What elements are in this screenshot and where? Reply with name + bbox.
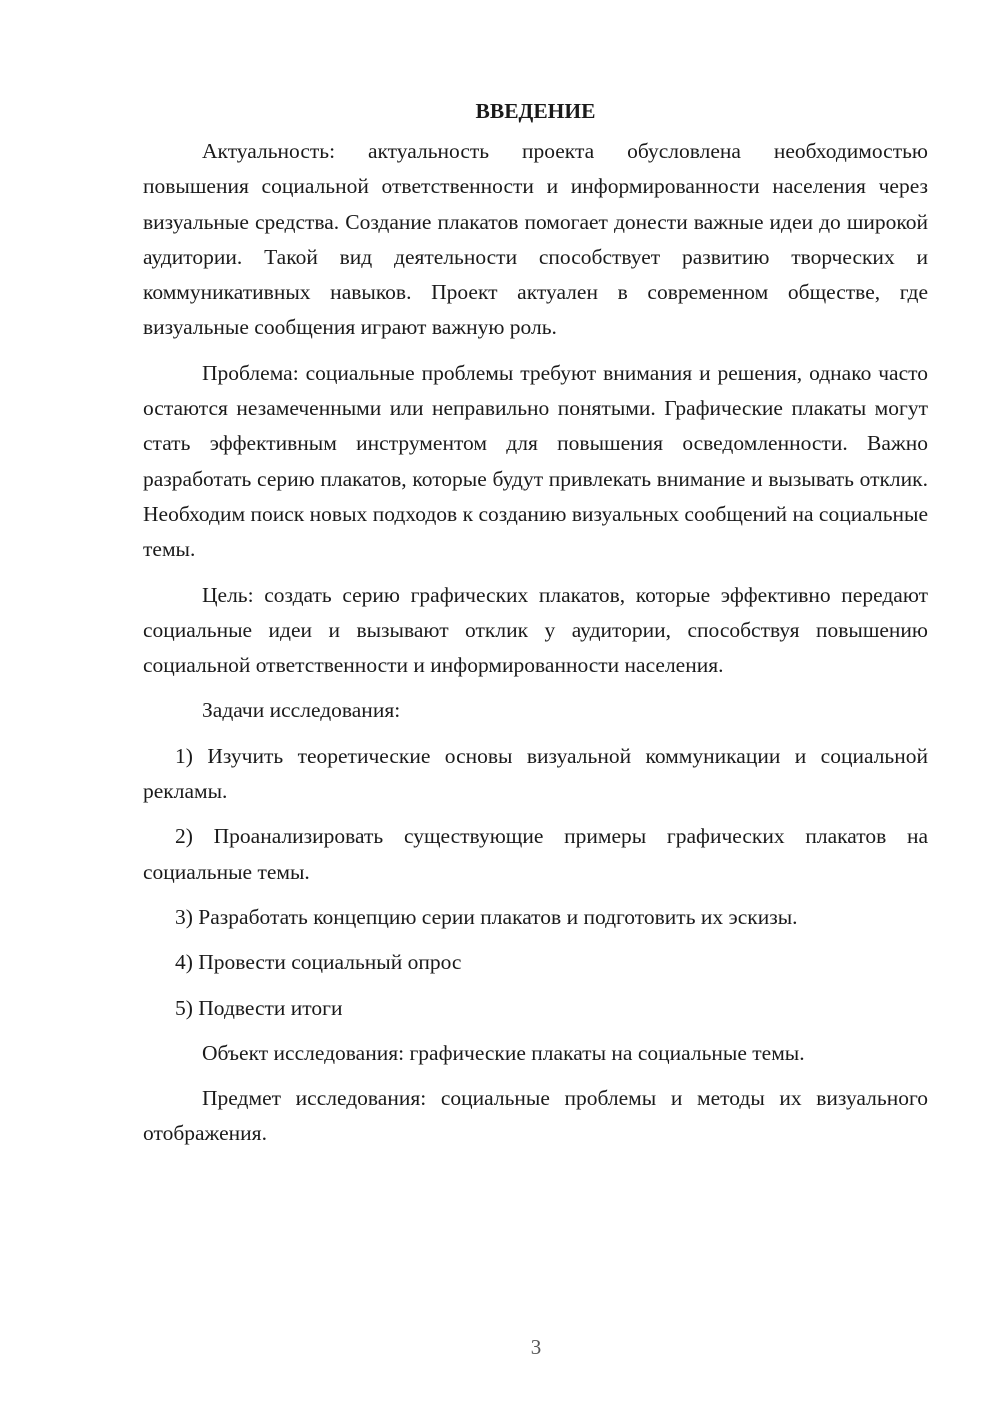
paragraph-goal: Цель: создать серию графических плакатов, которые эффективно передают социальные идеи и вызывают отклик у аудитории, способствуя повышению социальной ответственности и информированности населения. [143, 582, 928, 678]
task-item-4: 4) Провести социальный опрос [175, 950, 462, 975]
paragraph-problem: Проблема: социальные проблемы требуют внимания и решения, однако часто остаются незамеченными или неправильно понятыми. Графические плакаты могут стать эффективным инструментом для повышения осведомленности. Важно разработать серию плакатов, которые будут привлекать внимание и вызывать отклик. Необходим поиск новых подходов к созданию визуальных сообщений на социальные темы. [143, 360, 928, 562]
paragraph-object: Объект исследования: графические плакаты на социальные темы. [202, 1040, 805, 1065]
document-page [143, 95, 928, 1162]
page-number: 3 [530, 1335, 542, 1359]
task-item-3: 3) Разработать концепцию серии плакатов и подготовить их эскизы. [175, 904, 798, 929]
task-item-5: 5) Подвести итоги [175, 995, 343, 1020]
paragraph-tasks-heading: Задачи исследования: [202, 698, 401, 723]
paragraph-relevance: Актуальность: актуальность проекта обусловлена необходимостью повышения социальной ответственности и информированности населения через визуальные средства. Создание плакатов помогает донести важные идеи до широкой аудитории. Такой вид деятельности способствует развитию творческих и коммуникативных навыков. Проект актуален в современном обществе, где визуальные сообщения играют важную роль. [143, 139, 928, 340]
task-item-1: 1) Изучить теоретические основы визуальной коммуникации и социальной рекламы. [143, 743, 928, 804]
task-item-2: 2) Проанализировать существующие примеры графических плакатов на социальные темы. [143, 824, 928, 884]
task-list [143, 739, 928, 1026]
paragraph-subject: Предмет исследования: социальные проблемы и методы их визуального отображения. [143, 1086, 928, 1146]
section-title: ВВЕДЕНИЕ [475, 99, 596, 123]
